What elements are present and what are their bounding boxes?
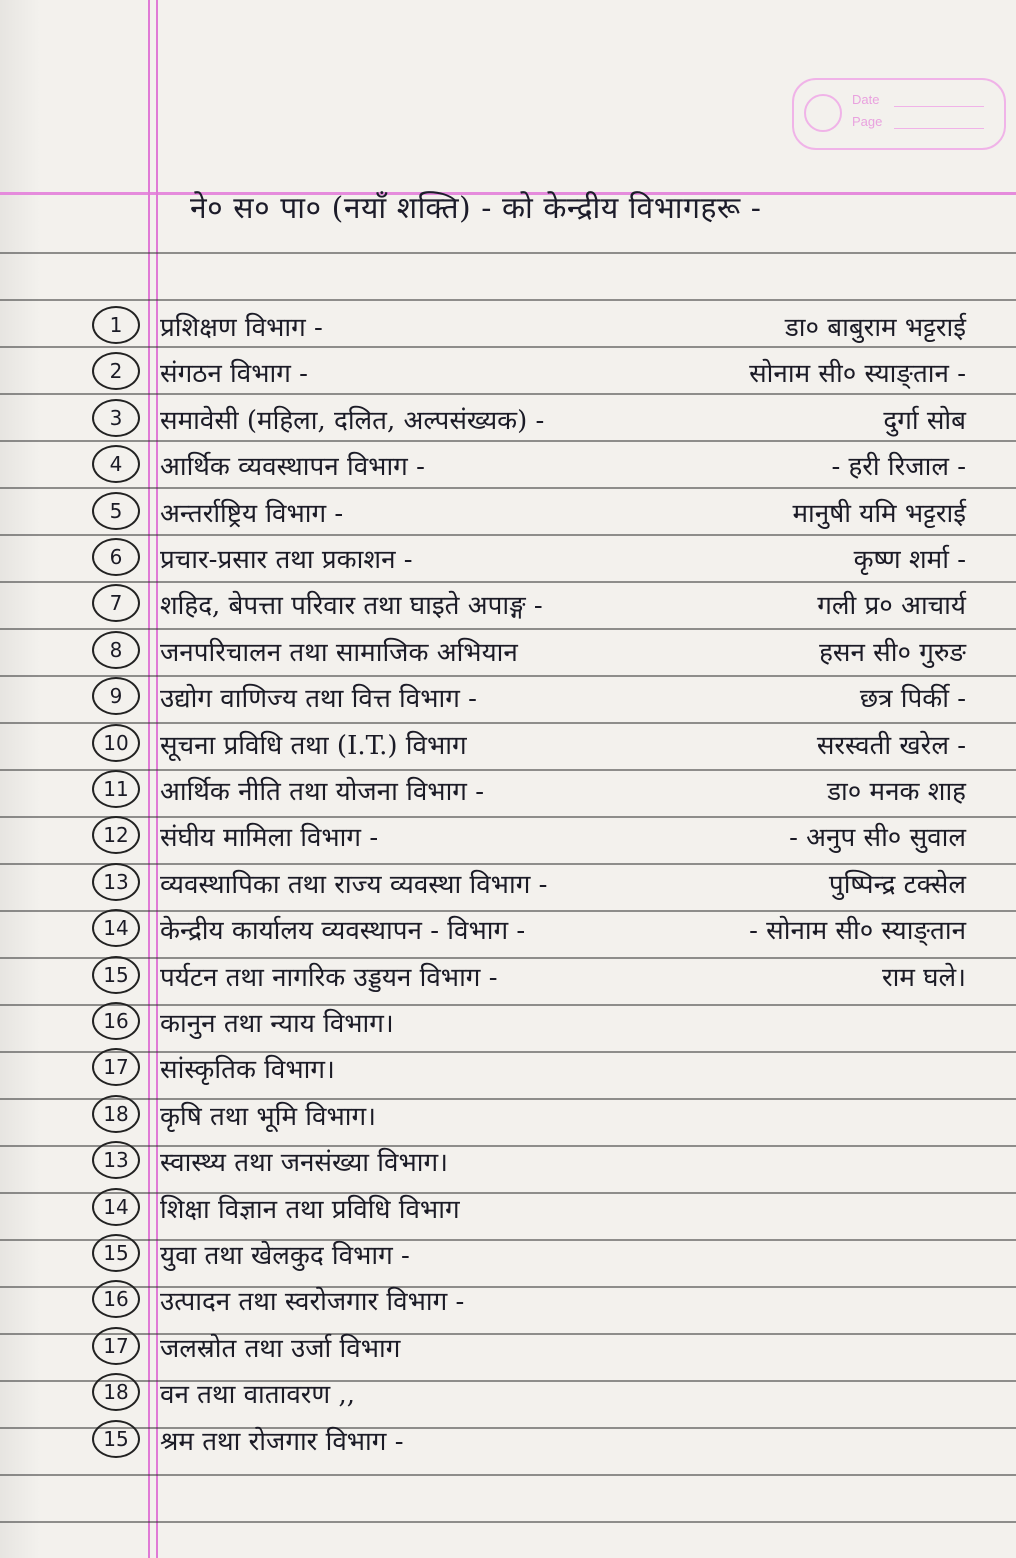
- list-item: [0, 909, 1016, 947]
- department-name: श्रम तथा रोजगार विभाग -: [160, 1426, 404, 1457]
- list-item: [0, 770, 1016, 808]
- list-item: [0, 584, 1016, 622]
- item-number: 17: [92, 1048, 140, 1086]
- list-item: [0, 306, 1016, 344]
- page-line: [894, 128, 984, 129]
- item-number: 13: [92, 1141, 140, 1179]
- department-name: कानुन तथा न्याय विभाग।: [160, 1009, 394, 1039]
- list-item: [0, 956, 1016, 994]
- department-head: डा० मनक शाह: [827, 777, 966, 807]
- item-number: 2: [92, 352, 140, 390]
- list-item: [0, 1234, 1016, 1272]
- department-name: स्वास्थ्य तथा जनसंख्या विभाग।: [160, 1148, 448, 1179]
- item-number: 17: [92, 1327, 140, 1365]
- list-item: [0, 1327, 1016, 1365]
- item-number: 18: [92, 1373, 140, 1411]
- item-number: 9: [92, 677, 140, 715]
- item-number: 11: [92, 770, 140, 808]
- list-item: [0, 1048, 1016, 1086]
- department-head: - अनुप सी० सुवाल: [789, 823, 966, 854]
- ruled-line: [0, 440, 1016, 442]
- item-number: 8: [92, 631, 140, 669]
- department-name: प्रशिक्षण विभाग -: [160, 313, 323, 343]
- department-name: अन्तर्राष्ट्रिय विभाग -: [160, 498, 344, 529]
- list-item: [0, 538, 1016, 576]
- department-name: युवा तथा खेलकुद विभाग -: [160, 1241, 410, 1271]
- department-name: संगठन विभाग -: [160, 359, 308, 390]
- department-name: सूचना प्रविधि तथा (I.T.) विभाग: [160, 730, 467, 761]
- ruled-line: [0, 346, 1016, 348]
- item-number: 6: [92, 538, 140, 576]
- list-item: [0, 1373, 1016, 1411]
- item-number: 5: [92, 492, 140, 530]
- date-box-emblem: [804, 94, 842, 132]
- department-head: डा० बाबुराम भट्टराई: [784, 313, 966, 343]
- ruled-line: [0, 628, 1016, 630]
- date-label: Date: [852, 92, 880, 107]
- item-number: 7: [92, 584, 140, 622]
- department-name: कृषि तथा भूमि विभाग।: [160, 1101, 376, 1132]
- list-item: [0, 399, 1016, 437]
- ruled-line: [0, 534, 1016, 536]
- list-item: [0, 631, 1016, 669]
- item-number: 16: [92, 1002, 140, 1040]
- item-number: 10: [92, 724, 140, 762]
- item-number: 15: [92, 1420, 140, 1458]
- item-number: 14: [92, 1188, 140, 1226]
- department-name: सांस्कृतिक विभाग।: [160, 1055, 335, 1086]
- department-name: उत्पादन तथा स्वरोजगार विभाग -: [160, 1287, 465, 1318]
- list-item: [0, 1188, 1016, 1226]
- department-head: - सोनाम सी० स्याङ्तान: [749, 916, 966, 947]
- department-head: दुर्गा सोब: [883, 405, 966, 436]
- department-name: उद्योग वाणिज्य तथा वित्त विभाग -: [160, 684, 477, 715]
- item-number: 16: [92, 1280, 140, 1318]
- department-name: व्यवस्थापिका तथा राज्य व्यवस्था विभाग -: [160, 869, 548, 900]
- department-name: शहिद, बेपत्ता परिवार तथा घाइते अपाङ्ग -: [160, 591, 543, 622]
- department-head: पुष्पिन्द्र टक्सेल: [828, 869, 966, 900]
- list-item: [0, 677, 1016, 715]
- department-name: वन तथा वातावरण ,,: [160, 1380, 356, 1411]
- item-number: 3: [92, 399, 140, 437]
- department-name: आर्थिक व्यवस्थापन विभाग -: [160, 452, 425, 483]
- list-item: [0, 816, 1016, 854]
- department-head: हसन सी० गुरुङ: [819, 637, 966, 668]
- item-number: 15: [92, 956, 140, 994]
- department-head: गली प्र० आचार्य: [817, 591, 966, 622]
- list-item: [0, 1141, 1016, 1179]
- ruled-line: [0, 393, 1016, 395]
- item-number: 4: [92, 445, 140, 483]
- list-item: [0, 352, 1016, 390]
- department-name: संघीय मामिला विभाग -: [160, 823, 379, 854]
- department-head: कृष्ण शर्मा -: [853, 545, 966, 575]
- date-line: [894, 106, 984, 107]
- department-name: आर्थिक नीति तथा योजना विभाग -: [160, 777, 484, 807]
- department-head: सोनाम सी० स्याङ्तान -: [749, 359, 966, 390]
- department-name: जनपरिचालन तथा सामाजिक अभियान: [160, 637, 518, 668]
- department-head: राम घले।: [881, 962, 966, 993]
- ruled-line: [0, 487, 1016, 489]
- list-item: [0, 1095, 1016, 1133]
- ruled-line: [0, 299, 1016, 301]
- list-item: [0, 1420, 1016, 1458]
- department-head: - हरी रिजाल -: [831, 452, 966, 483]
- item-number: 1: [92, 306, 140, 344]
- item-number: 12: [92, 816, 140, 854]
- department-name: जलस्रोत तथा उर्जा विभाग: [160, 1333, 401, 1364]
- department-name: प्रचार-प्रसार तथा प्रकाशन -: [160, 545, 413, 575]
- ruled-line: [0, 1474, 1016, 1476]
- item-number: 14: [92, 909, 140, 947]
- list-item: [0, 863, 1016, 901]
- date-page-box: [792, 78, 1006, 150]
- page-heading: ने० स० पा० (नयाँ शक्ति) - को केन्द्रीय विभागहरू -: [190, 191, 762, 226]
- department-head: सरस्वती खरेल -: [816, 730, 966, 761]
- page-label: Page: [852, 114, 883, 129]
- list-item: [0, 1280, 1016, 1318]
- department-name: शिक्षा विज्ञान तथा प्रविधि विभाग: [160, 1194, 460, 1225]
- list-item: [0, 724, 1016, 762]
- ruled-line: [0, 581, 1016, 583]
- department-head: छत्र पिर्की -: [859, 684, 966, 715]
- list-item: [0, 445, 1016, 483]
- ruled-line: [0, 252, 1016, 254]
- item-number: 15: [92, 1234, 140, 1272]
- list-item: [0, 1002, 1016, 1040]
- list-item: [0, 492, 1016, 530]
- department-head: मानुषी यमि भट्टराई: [792, 498, 966, 529]
- ruled-line: [0, 1521, 1016, 1523]
- item-number: 18: [92, 1095, 140, 1133]
- item-number: 13: [92, 863, 140, 901]
- department-name: केन्द्रीय कार्यालय व्यवस्थापन - विभाग -: [160, 916, 526, 947]
- department-name: पर्यटन तथा नागरिक उड्डयन विभाग -: [160, 962, 498, 993]
- department-name: समावेसी (महिला, दलित, अल्पसंख्यक) -: [160, 405, 545, 436]
